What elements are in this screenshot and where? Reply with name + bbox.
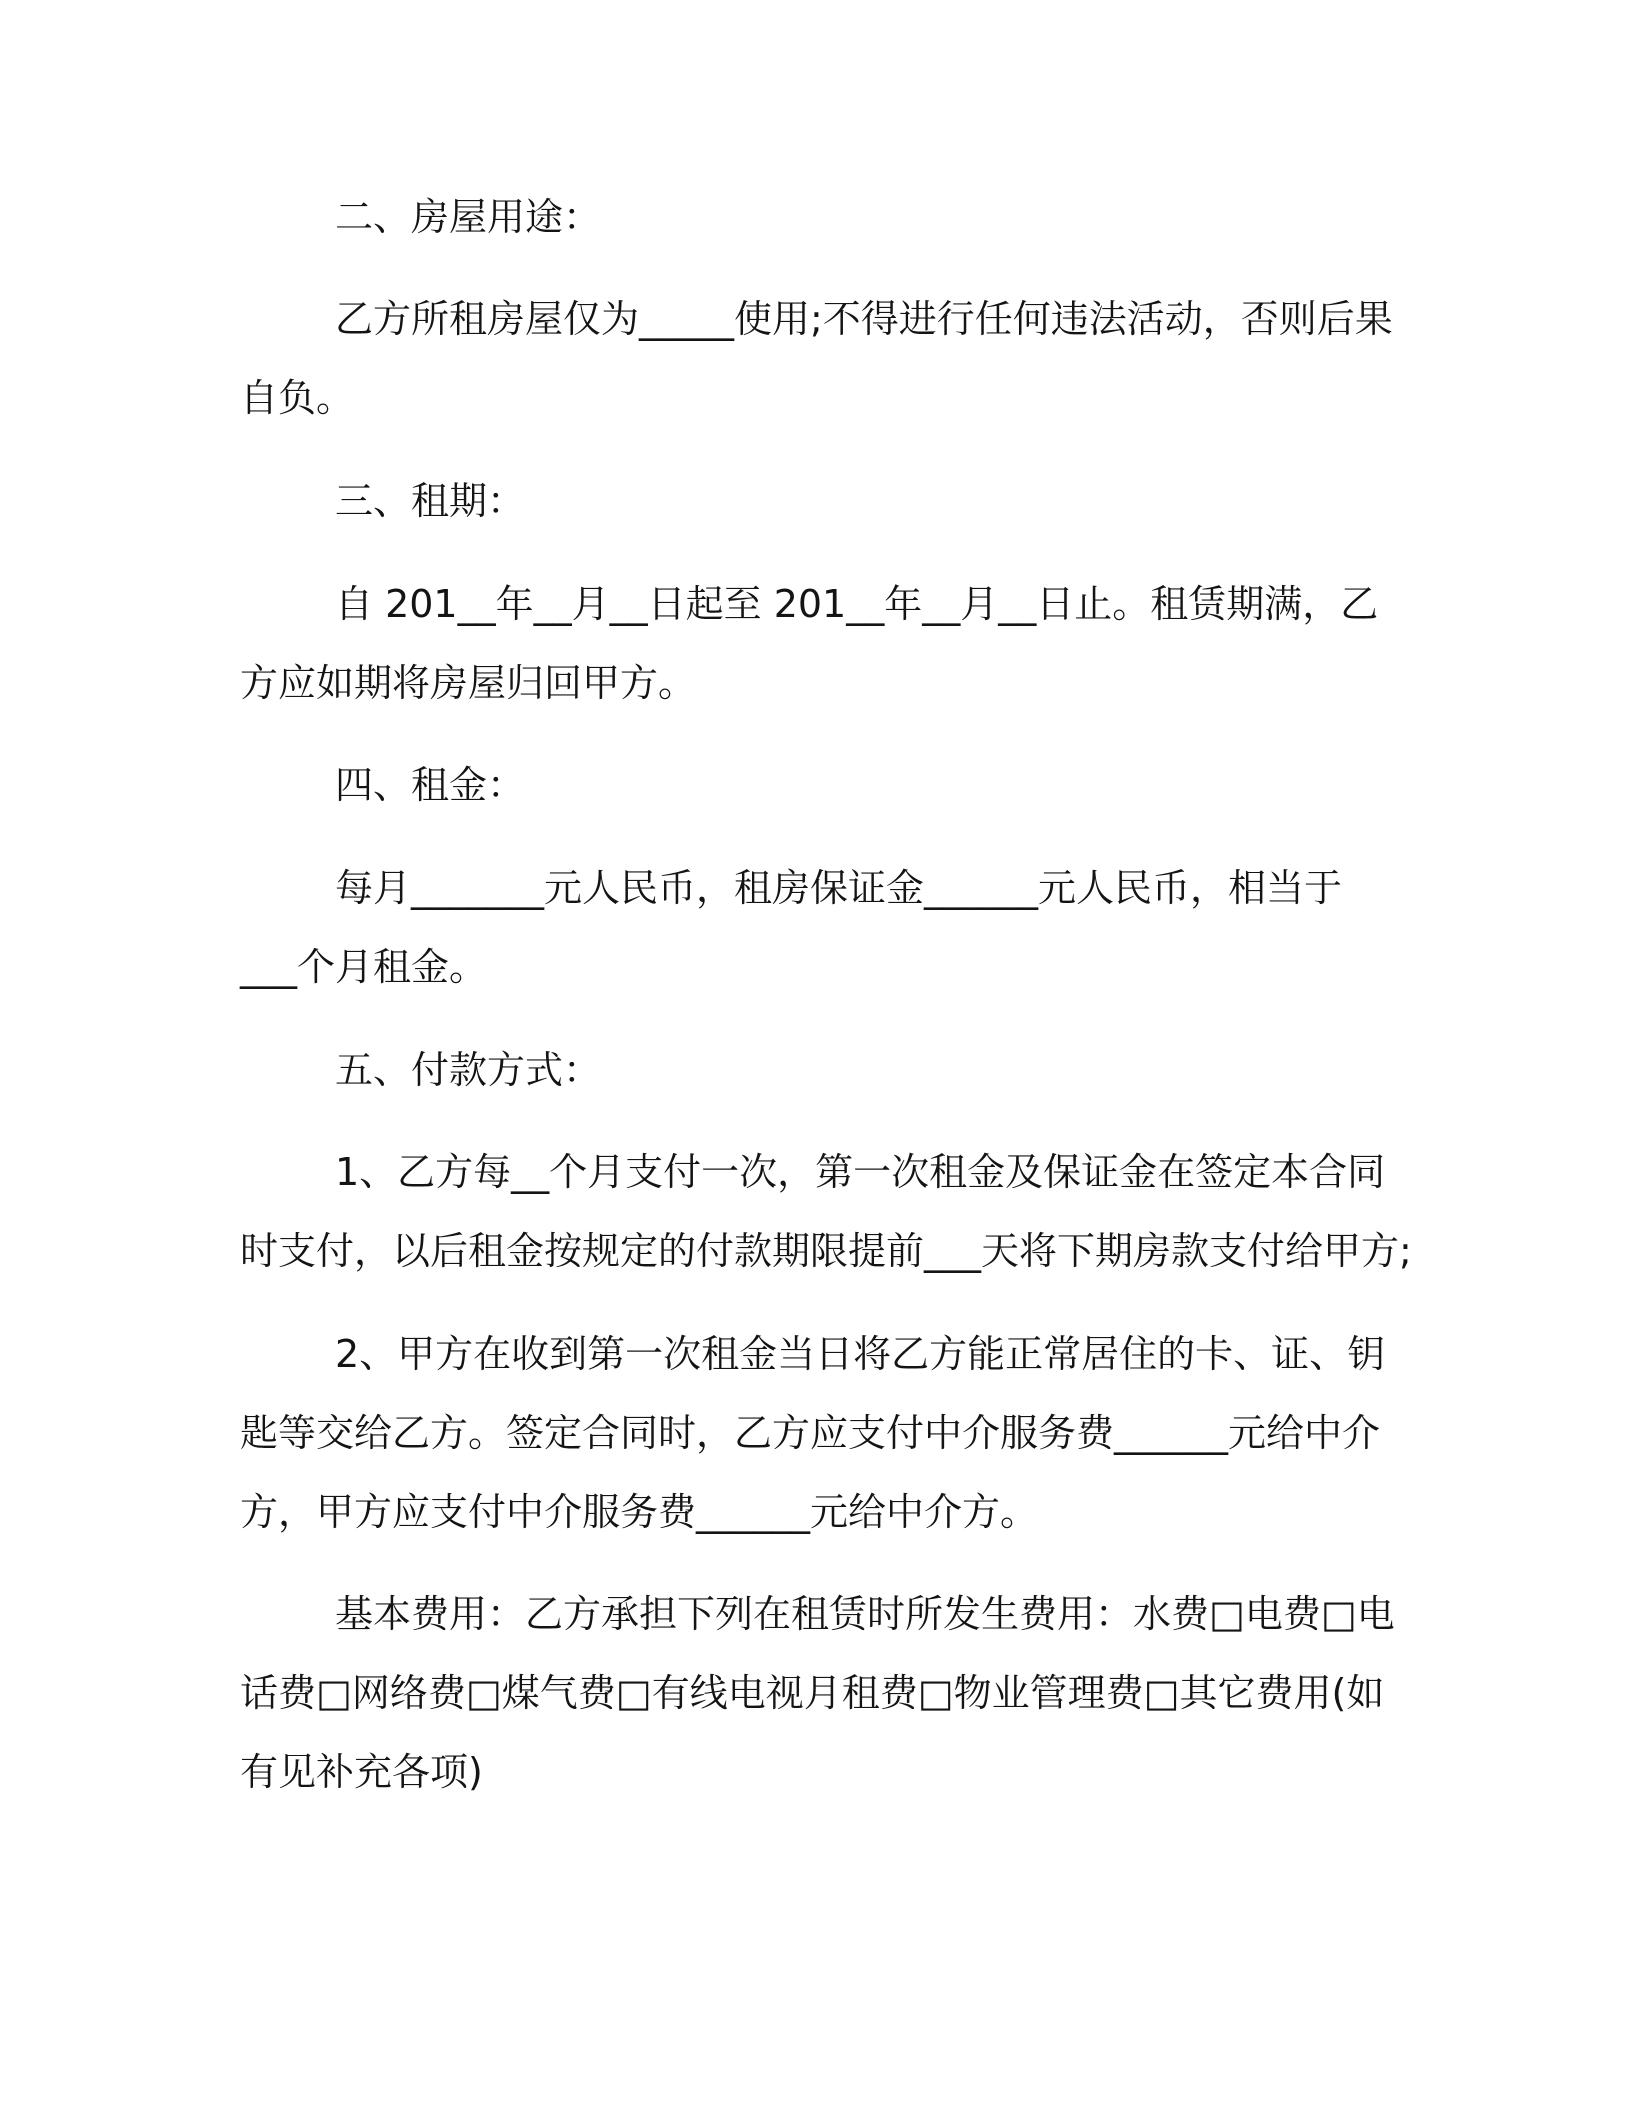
text-line: 自 201__年__月__日起至 201__年__月__日止。租赁期满，乙 — [335, 582, 1379, 626]
paragraph-payment-item-1 — [240, 1133, 1412, 1291]
text-line: 1、乙方每__个月支付一次，第一次租金及保证金在签定本合同 — [335, 1150, 1386, 1194]
text-line: 乙方所租房屋仅为_____使用;不得进行任何违法活动，否则后果 — [335, 297, 1393, 341]
section-heading-term — [240, 462, 1390, 541]
text-line: 每月_______元人民币，租房保证金______元人民币，相当于 — [335, 866, 1343, 910]
paragraph-payment-item-2 — [240, 1315, 1390, 1552]
section-heading-usage — [240, 178, 1390, 257]
text-line: 匙等交给乙方。签定合同时，乙方应支付中介服务费______元给中介 — [240, 1411, 1381, 1455]
paragraph-basic-fees — [240, 1575, 1395, 1812]
paragraph-usage — [240, 280, 1393, 438]
text-line: 基本费用：乙方承担下列在租赁时所发生费用：水费□电费□电 — [335, 1592, 1395, 1636]
section-heading-payment — [240, 1031, 1390, 1110]
text-line: 自负。 — [240, 376, 355, 420]
text-line: 三、租期： — [335, 479, 526, 523]
text-line: 话费□网络费□煤气费□有线电视月租费□物业管理费□其它费用(如 — [240, 1671, 1385, 1715]
section-heading-rent — [240, 746, 1390, 825]
text-line: 2、甲方在收到第一次租金当日将乙方能正常居住的卡、证、钥 — [335, 1332, 1386, 1376]
text-line: 时支付，以后租金按规定的付款期限提前___天将下期房款支付给甲方; — [240, 1229, 1412, 1273]
text-line: 方，甲方应支付中介服务费______元给中介方。 — [240, 1490, 1039, 1534]
paragraph-term — [240, 565, 1390, 723]
text-line: 有见补充各项) — [240, 1750, 483, 1794]
text-line: 方应如期将房屋归回甲方。 — [240, 661, 697, 705]
text-line: ___个月租金。 — [240, 945, 488, 989]
text-line: 二、房屋用途： — [335, 195, 602, 239]
paragraph-rent — [240, 849, 1390, 1007]
text-line: 四、租金： — [335, 763, 526, 807]
text-line: 五、付款方式： — [335, 1048, 602, 1092]
